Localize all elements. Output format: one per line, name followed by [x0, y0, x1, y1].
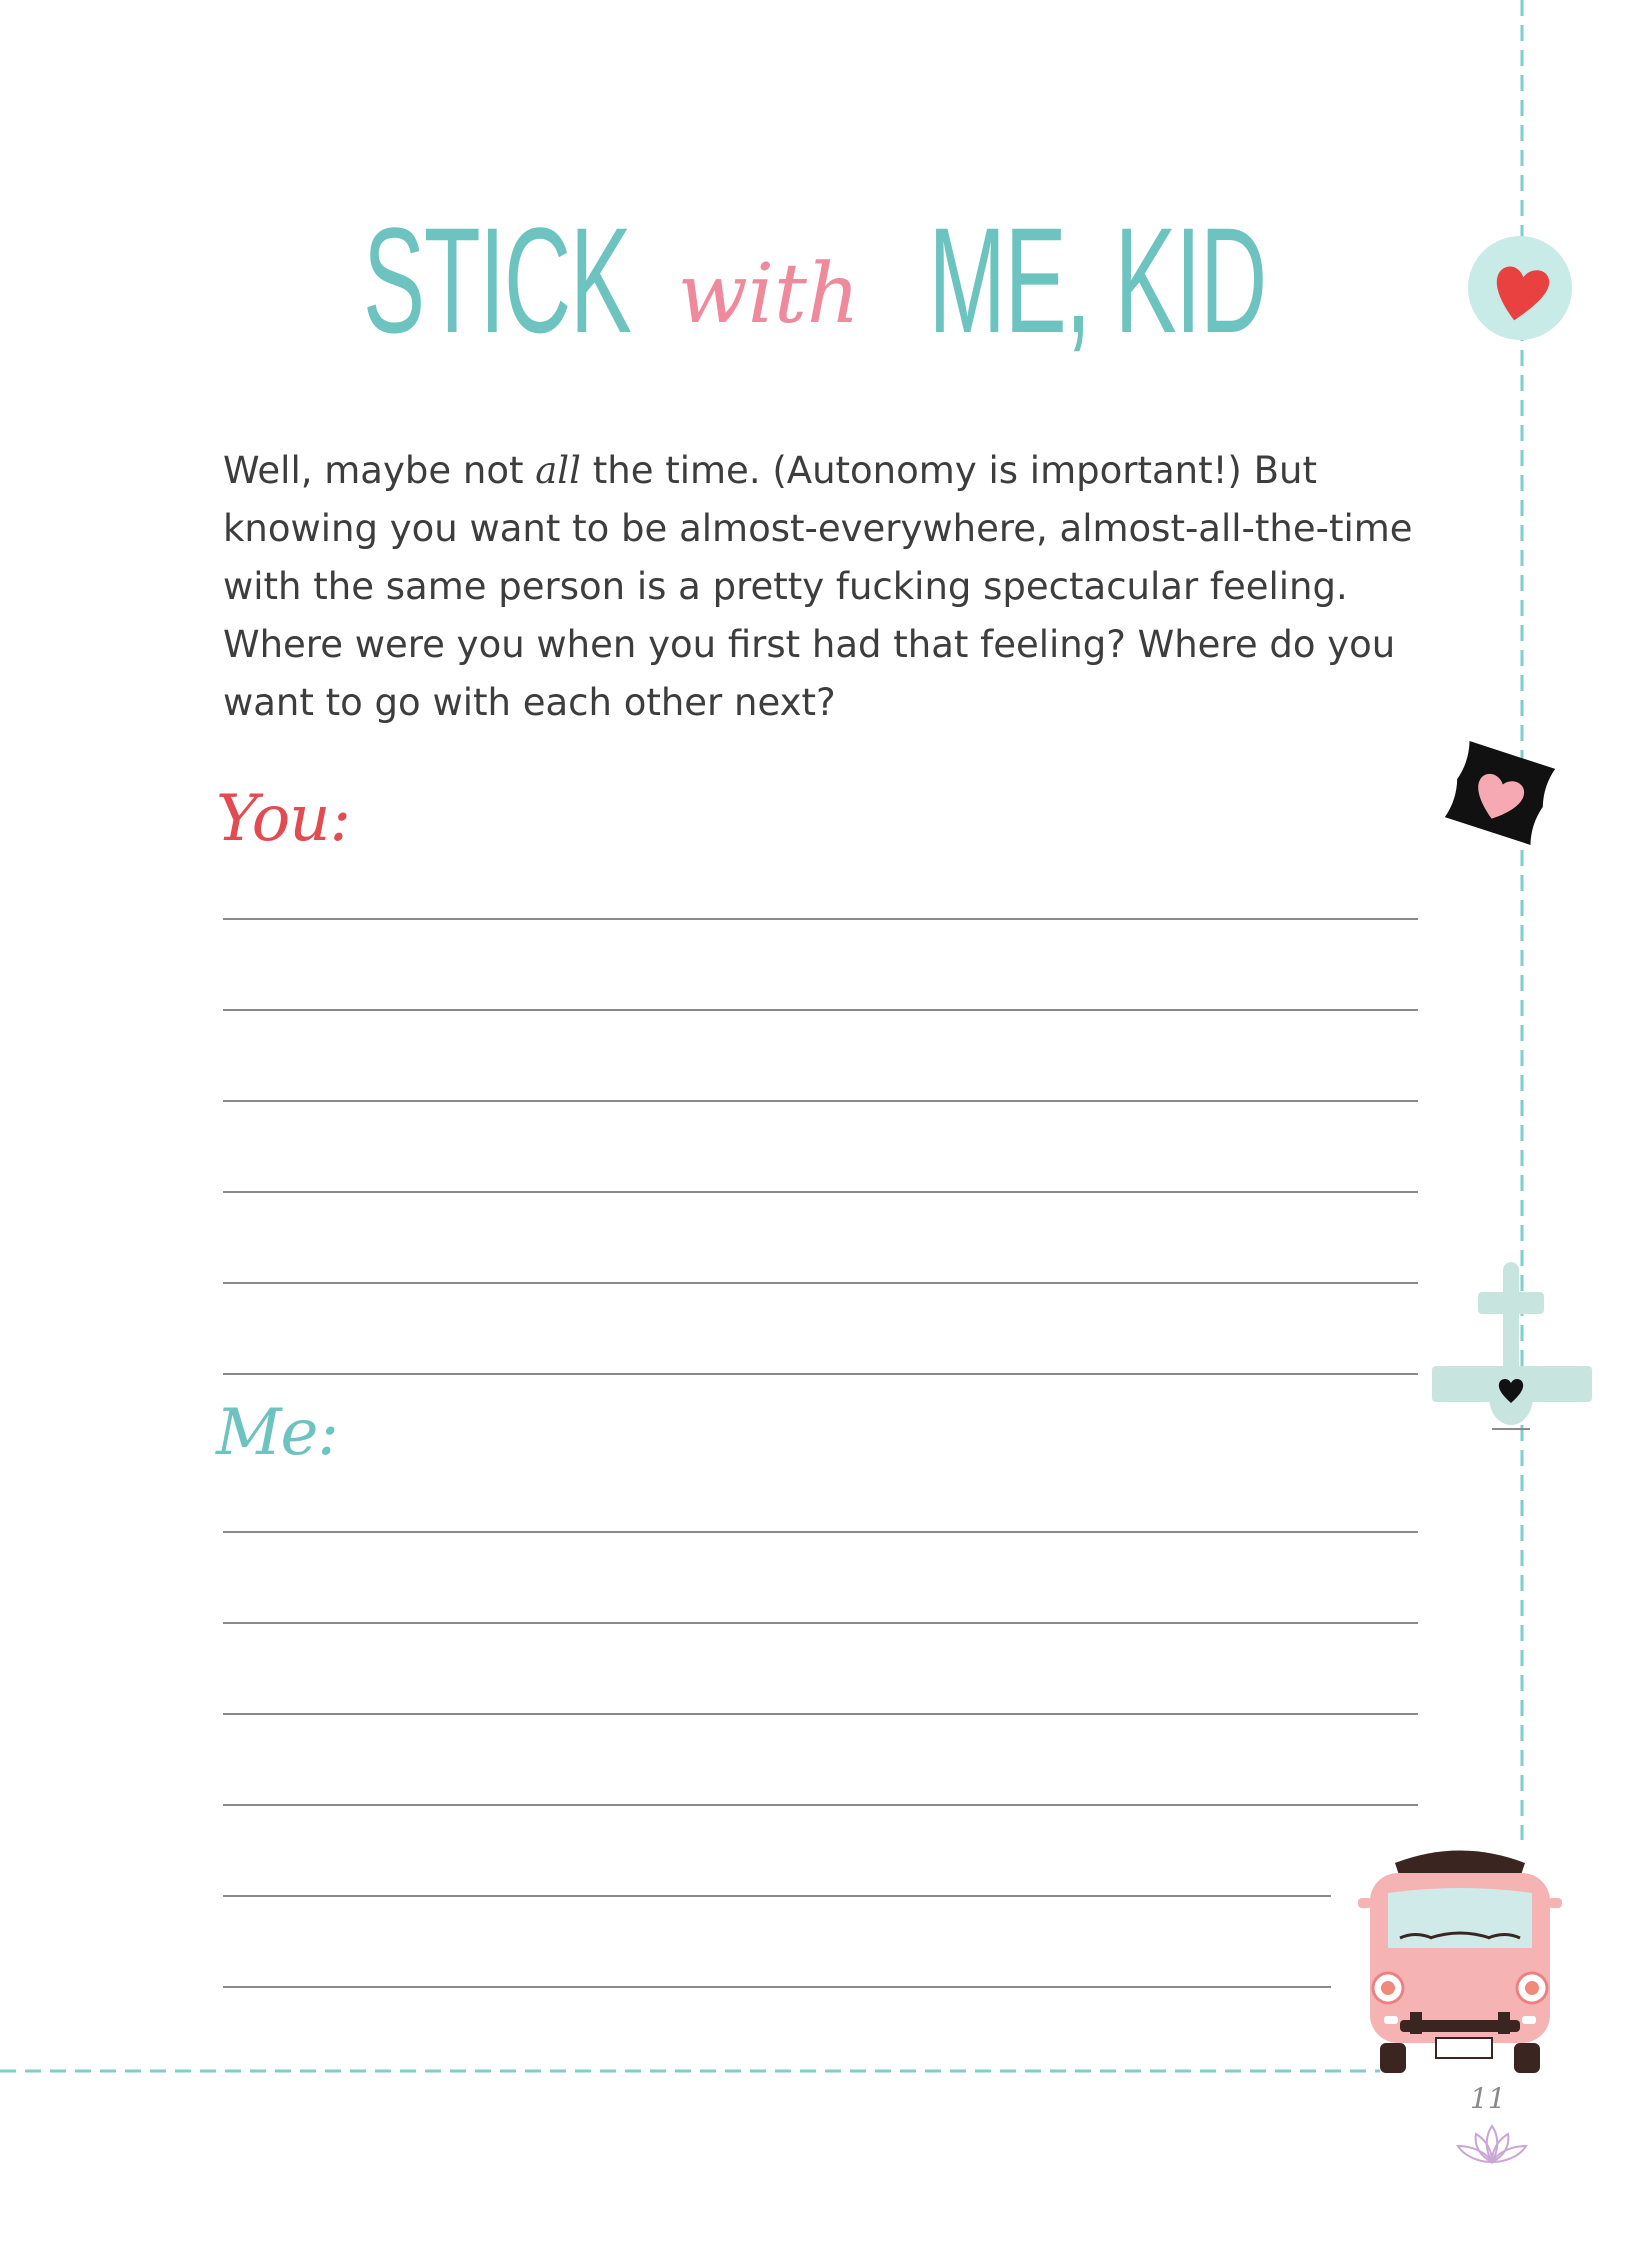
paragraph-text: Well, maybe not — [223, 449, 536, 492]
paragraph-line — [223, 442, 1433, 500]
airplane-heart-icon — [1432, 1262, 1602, 1432]
lotus-icon — [1452, 2120, 1532, 2170]
title-part-me-kid: ME, KID — [928, 196, 1266, 364]
intro-paragraph — [223, 442, 1433, 732]
you-answer-line-3[interactable] — [223, 1100, 1418, 1102]
paragraph-text: the time. (Autonomy is important!) But — [580, 449, 1317, 492]
me-answer-line-6[interactable] — [223, 1986, 1331, 1988]
you-answer-line-6[interactable] — [223, 1373, 1418, 1375]
you-label: You: — [216, 782, 350, 856]
paragraph-line: with the same person is a pretty fucking spectacular feeling. — [223, 565, 1348, 608]
me-label: Me: — [216, 1396, 338, 1470]
page-title — [0, 196, 1650, 364]
heart-circle-icon — [1467, 235, 1573, 341]
ticket-heart-icon — [1435, 728, 1565, 858]
title-part-with: with — [677, 247, 860, 342]
paragraph-line: Where were you when you first had that feeling? Where do you — [223, 623, 1396, 666]
me-answer-line-1[interactable] — [223, 1531, 1418, 1533]
page-number: 11 — [1470, 2082, 1506, 2115]
me-answer-line-5[interactable] — [223, 1895, 1331, 1897]
pink-van-icon — [1340, 1838, 1590, 2083]
title-part-stick: STICK — [362, 196, 631, 364]
me-answer-line-2[interactable] — [223, 1622, 1418, 1624]
you-answer-line-4[interactable] — [223, 1191, 1418, 1193]
paragraph-line: want to go with each other next? — [223, 681, 836, 724]
you-answer-line-2[interactable] — [223, 1009, 1418, 1011]
emphasis-text: all — [535, 449, 581, 492]
paragraph-line: knowing you want to be almost-everywhere, almost-all-the-time — [223, 507, 1413, 550]
you-answer-line-1[interactable] — [223, 918, 1418, 920]
me-answer-line-3[interactable] — [223, 1713, 1418, 1715]
me-answer-line-4[interactable] — [223, 1804, 1418, 1806]
you-answer-line-5[interactable] — [223, 1282, 1418, 1284]
